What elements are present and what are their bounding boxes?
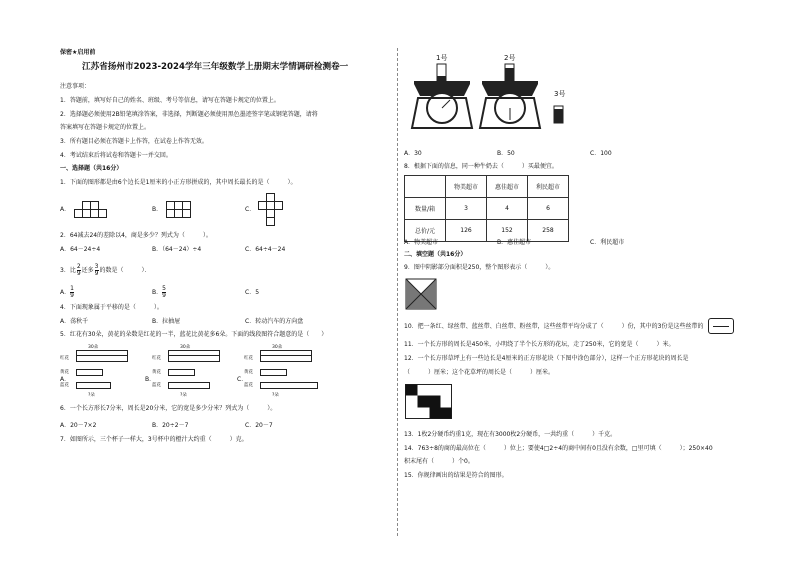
q4-option-c[interactable]: C．转动汽车的方向盘: [245, 318, 304, 325]
scales-figure: [404, 62, 574, 142]
question-6: 6．一个长方形长7分米，周长是20分米，它的宽是多少分米？列式为（ ）。: [60, 405, 277, 412]
q3-option-b[interactable]: B． $\frac{5}{9}$: [152, 285, 166, 299]
q2-option-c[interactable]: C．64÷4－24: [245, 246, 286, 253]
q8-option-a[interactable]: A．物美超市: [404, 239, 439, 246]
q2-option-a[interactable]: A．64－24÷4: [60, 246, 101, 253]
q5-option-c[interactable]: C．: [237, 376, 248, 383]
question-12-line-1: 12．一个长方形草坪上有一些边长是4厘米的正方形花块（下图中涂色部分），这样一个正方形花块的周长是: [404, 355, 689, 362]
q6-option-c[interactable]: C．20－7: [245, 422, 273, 429]
question-5: 5．红花有30朵，黄花的朵数是红花的一半，蓝花比黄花多6朵。下面的线段图符合题意的是（ ）: [60, 331, 328, 338]
question-10: 10．把一条红、绿丝带、蓝丝带、白丝带、粉丝带，这些丝带平均分成了（ ）份，其中的3份是这些丝带的: [404, 323, 704, 330]
question-13: 13．1枚2分硬币约重1克，现在有3000枚2分硬币，一共约重（ ）千克。: [404, 431, 617, 438]
q3-option-c[interactable]: C．5: [245, 289, 260, 296]
question-7: 7．如图所示，三个杯子一样大，3号杯中的橙汁大约重（ ）克。: [60, 436, 248, 443]
q8-option-b[interactable]: B．惠佳超市: [497, 239, 532, 246]
q10-fraction-blank[interactable]: [708, 318, 734, 334]
table-row: 数量/箱 3 4 6: [405, 198, 569, 220]
question-11: 11．一个长方形的周长是450米，小明绕了半个长方形的花坛，走了250米，它的宽是（ ）米。: [404, 341, 675, 348]
question-14-line-1: 14．763÷8的商的最高位在（ ）位上；要使4□2÷4的商中间有0且没有余数，□里可填（ ）；250×40: [404, 445, 713, 452]
q2-option-b[interactable]: B．（64－24）÷4: [152, 246, 202, 253]
q1-option-c[interactable]: C．: [245, 206, 256, 213]
column-divider: [397, 48, 398, 536]
section-1-title: 一、选择题（共16分）: [60, 165, 123, 172]
cup-3-label: 3号: [554, 90, 566, 98]
q5-option-a[interactable]: A．: [60, 376, 71, 383]
q3-option-a[interactable]: A． $\frac{1}{9}$: [60, 285, 74, 299]
table-row: 物美超市 惠佳超市 利民超市: [405, 176, 569, 198]
question-2: 2．64减去24的差除以4，商是多少？列式为（ ）。: [60, 232, 212, 239]
note-item: 1．答题前，填写好自己的姓名、班级、考号等信息，请写在答题卡规定的位置上。: [60, 97, 280, 104]
notes-heading: 注意事项：: [60, 83, 91, 90]
q4-option-b[interactable]: B．拉抽屉: [152, 318, 181, 325]
question-14-line-2: 积末尾有（ ）个0。: [404, 458, 474, 465]
table-row: 总价/元 126 152 258: [405, 220, 569, 242]
question-4: 4．下面现象属于平移的是（ ）。: [60, 304, 163, 311]
q7-option-a[interactable]: A．30: [404, 150, 422, 157]
price-table: [404, 175, 569, 242]
note-item: 答案填写在答题卡规定的位置上。: [60, 124, 151, 131]
note-item: 2．选择题必须使用2B铅笔填涂答案，非选择，判断题必须使用黑色墨迹签字笔或钢笔答题，请将: [60, 111, 318, 118]
note-item: 4．考试结束后将试卷和答题卡一并交回。: [60, 152, 172, 159]
question-3: 3．比 $\frac{2}{9}$ 还多 $\frac{3}{9}$ 的数是（ ）．: [60, 263, 151, 277]
q1-option-b[interactable]: B．: [152, 206, 163, 213]
cup-2-label: 2号: [504, 54, 516, 62]
q5-option-b[interactable]: B．: [145, 376, 156, 383]
q7-option-c[interactable]: C．100: [590, 150, 612, 157]
question-9: 9．图中阴影部分面积是250，整个图形表示（ ）。: [404, 264, 555, 271]
q8-option-c[interactable]: C．利民超市: [590, 239, 625, 246]
cup-1-label: 1号: [436, 54, 448, 62]
q6-option-b[interactable]: B．20÷2－7: [152, 422, 189, 429]
q4-option-a[interactable]: A．荡秋千: [60, 318, 89, 325]
question-1: 1．下面的图形都是由6个边长是1厘米的小正方形拼成的，其中周长最长的是（ ）。: [60, 179, 297, 186]
note-item: 3．所有题目必须在答题卡上作答，在试卷上作答无效。: [60, 138, 208, 145]
q1-option-a[interactable]: A．: [60, 206, 71, 213]
q9-square-figure: [405, 278, 437, 310]
section-2-title: 二、填空题（共16分）: [404, 251, 467, 258]
q12-lawn-figure: [405, 384, 453, 420]
question-8: 8．根据下面的信息，同一种牛奶去（ ）买最便宜。: [404, 163, 558, 170]
page-title: 江苏省扬州市2023-2024学年三年级数学上册期末学情调研检测卷一: [82, 62, 349, 72]
q7-option-b[interactable]: B．50: [497, 150, 515, 157]
secret-label: 保密★启用前: [60, 49, 96, 56]
q6-option-a[interactable]: A．20－7×2: [60, 422, 97, 429]
question-15: 15．你规律画出的结果是符合的图形。: [404, 472, 508, 479]
question-12-line-2: （ ）厘米；这个花草坪的周长是（ ）厘米。: [404, 369, 555, 376]
